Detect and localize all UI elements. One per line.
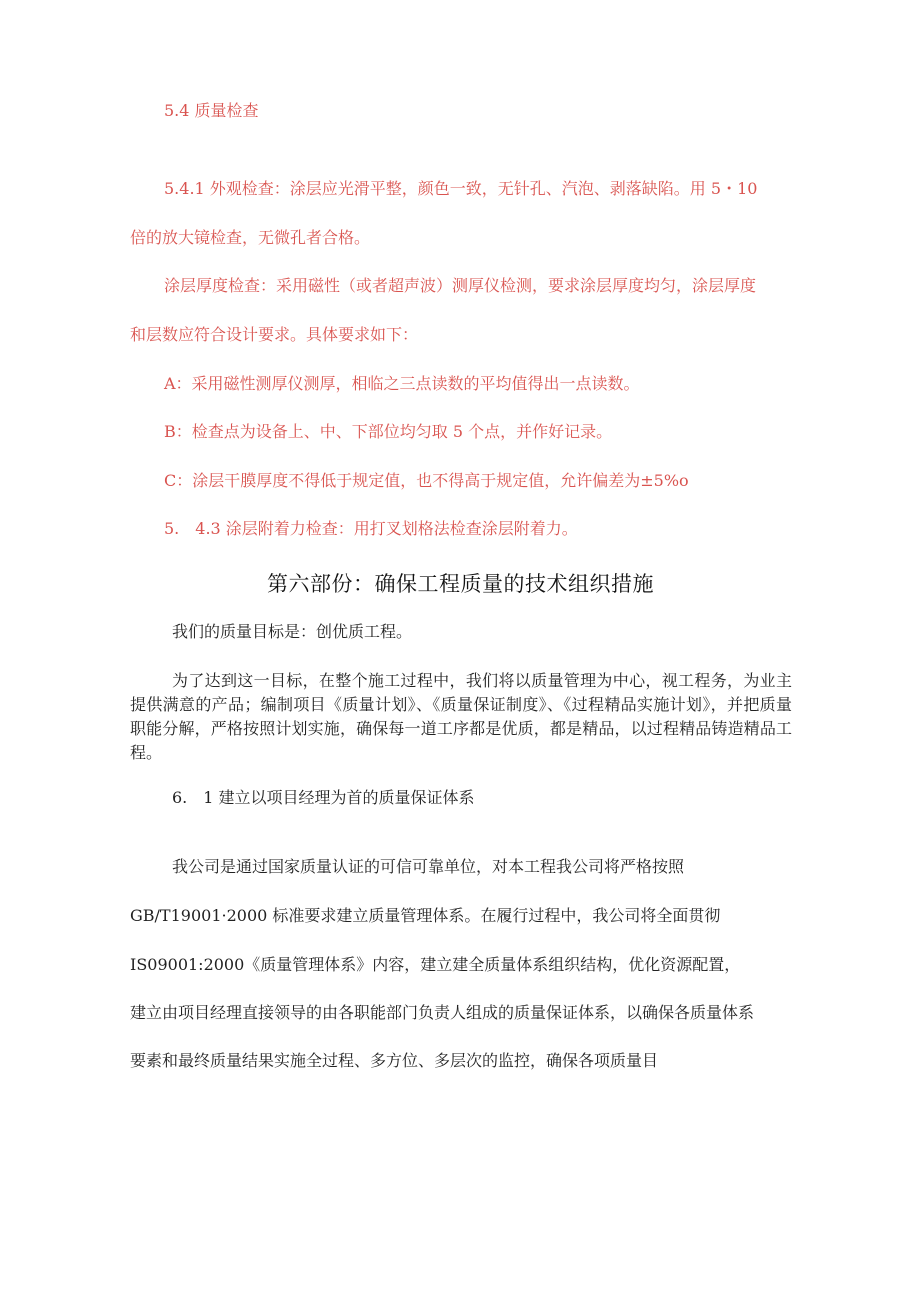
thickness-check-line2: 和层数应符合设计要求。具体要求如下： <box>130 325 419 344</box>
body-line-5: 要素和最终质量结果实施全过程、多方位、多层次的监控，确保各项质量目 <box>130 1051 659 1070</box>
adhesion-check: 5. 4.3 涂层附着力检查：用打叉划格法检查涂层附着力。 <box>164 519 578 538</box>
section-title: 5.4 质量检查 <box>164 101 259 120</box>
requirement-item-a: A：采用磁性测厚仪测厚，相临之三点读数的平均值得出一点读数。 <box>164 374 640 393</box>
body-line-4: 建立由项目经理直接领导的由各职能部门负责人组成的质量保证体系，以确保各质量体系 <box>130 1003 755 1022</box>
body-line-3: IS09001:2000《质量管理体系》内容，建立建全质量体系组织结构，优化资源配置， <box>130 955 741 974</box>
quality-goal: 我们的质量目标是：创优质工程。 <box>172 622 413 641</box>
body-line-2: GB/T19001·2000 标准要求建立质量管理体系。在履行过程中，我公司将全面贯彻 <box>130 906 721 925</box>
requirement-item-b: B：检查点为设备上、中、下部位均匀取 5 个点，并作好记录。 <box>164 422 613 441</box>
subsection-6-1: 6. 1 建立以项目经理为首的质量保证体系 <box>172 788 475 807</box>
appearance-check-line2: 倍的放大镜检查，无微孔者合格。 <box>130 228 371 247</box>
body-line-1: 我公司是通过国家质量认证的可信可靠单位，对本工程我公司将严格按照 <box>172 857 685 876</box>
thickness-check-line1: 涂层厚度检查：采用磁性（或者超声波）测厚仪检测，要求涂层厚度均匀，涂层厚度 <box>164 276 757 295</box>
requirement-item-c: C：涂层干膜厚度不得低于规定值，也不得高于规定值，允许偏差为±5%o <box>164 471 689 490</box>
intro-paragraph: 为了达到这一目标，在整个施工过程中，我们将以质量管理为中心，视工程务，为业主提供满意的产品；编制项目《质量计划》、《质量保证制度》、《过程精品实施计划》，并把质量职能分解，严格按照计划实施，确保每一道工序都是优质，都是精品，以过程精品铸造精品工程。 <box>130 671 792 762</box>
appearance-check-line1: 5.4.1 外观检查：涂层应光滑平整，颜色一致，无针孔、汽泡、剥落缺陷。用 5・10 <box>164 179 758 198</box>
part6-heading: 第六部份：确保工程质量的技术组织措施 <box>267 572 654 596</box>
